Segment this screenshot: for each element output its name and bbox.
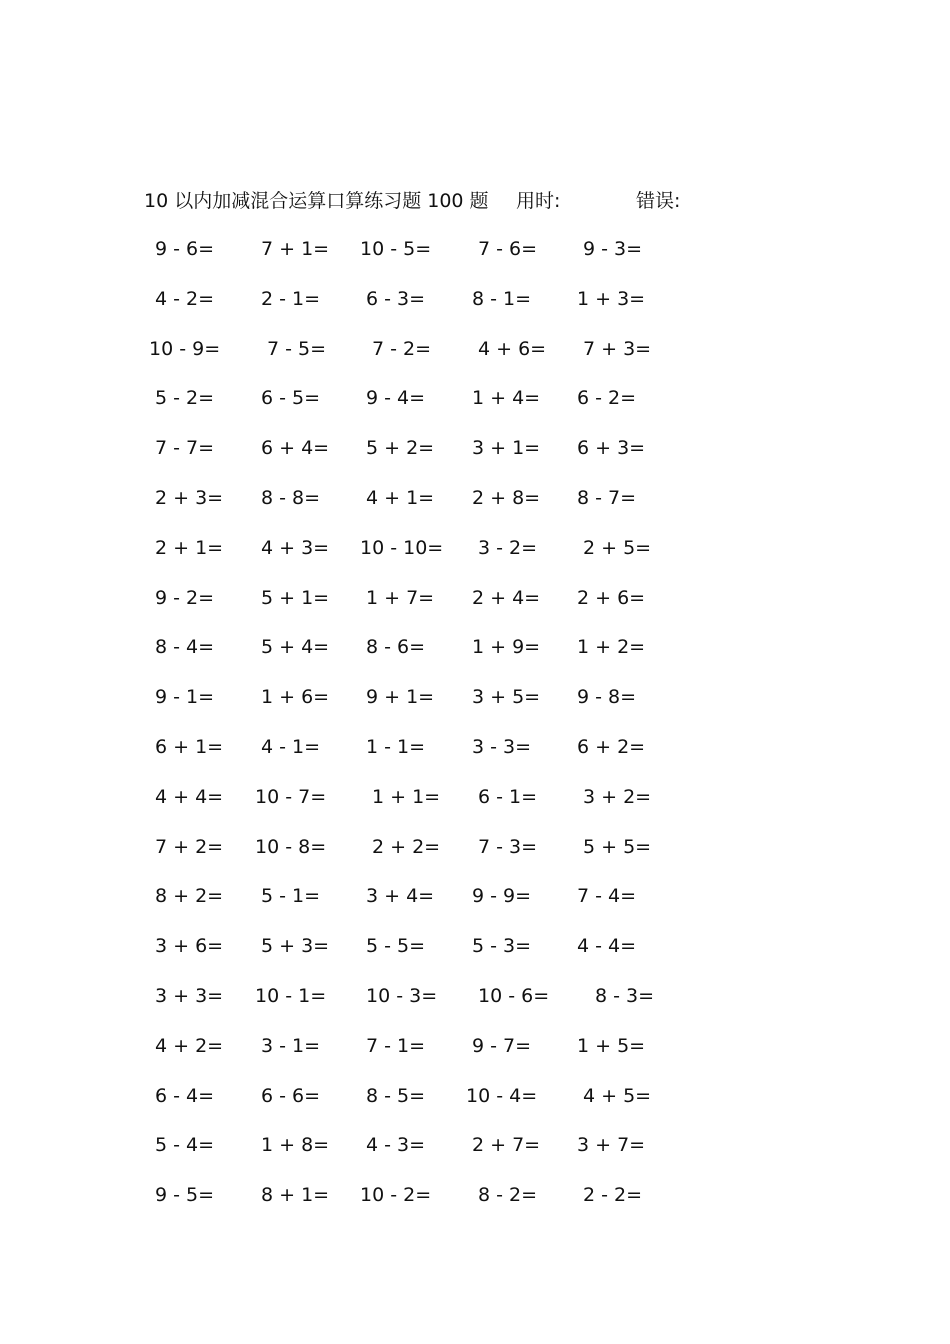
problem-item: 4 + 3= bbox=[261, 536, 330, 559]
problem-item: 8 + 2= bbox=[155, 885, 224, 908]
problem-item: 10 - 1= bbox=[255, 984, 327, 1007]
problem-item: 2 - 2= bbox=[583, 1184, 643, 1207]
problem-item: 4 - 3= bbox=[366, 1134, 426, 1157]
problem-item: 3 + 4= bbox=[366, 885, 435, 908]
problem-item: 10 - 9= bbox=[149, 337, 221, 360]
problem-item: 1 - 1= bbox=[366, 735, 426, 758]
problem-item: 1 + 3= bbox=[577, 287, 646, 310]
problem-item: 4 + 6= bbox=[478, 337, 547, 360]
problem-row bbox=[0, 1178, 950, 1228]
problem-item: 8 - 2= bbox=[478, 1184, 538, 1207]
problem-item: 1 + 6= bbox=[261, 686, 330, 709]
problem-item: 7 - 4= bbox=[577, 885, 637, 908]
problem-item: 2 + 4= bbox=[472, 586, 541, 609]
problem-item: 1 + 5= bbox=[577, 1034, 646, 1057]
worksheet-title: 10 以内加减混合运算口算练习题 100 题 bbox=[144, 190, 489, 212]
problem-item: 9 - 4= bbox=[366, 387, 426, 410]
problem-row bbox=[0, 531, 950, 581]
problem-item: 9 - 7= bbox=[472, 1034, 532, 1057]
problem-item: 10 - 5= bbox=[360, 238, 432, 260]
problem-item: 4 - 2= bbox=[155, 287, 215, 310]
problem-item: 8 - 1= bbox=[472, 287, 532, 310]
problem-item: 7 - 3= bbox=[478, 835, 538, 858]
problem-item: 4 - 1= bbox=[261, 735, 321, 758]
problem-item: 9 - 8= bbox=[577, 686, 637, 709]
problem-item: 3 + 5= bbox=[472, 686, 541, 709]
problem-item: 9 + 1= bbox=[366, 686, 435, 709]
problem-item: 1 + 9= bbox=[472, 636, 541, 659]
problem-row bbox=[0, 581, 950, 631]
problem-item: 10 - 4= bbox=[466, 1084, 538, 1107]
problem-item: 8 - 5= bbox=[366, 1084, 426, 1107]
problem-grid bbox=[0, 232, 950, 1228]
problem-item: 5 + 1= bbox=[261, 586, 330, 609]
problem-item: 3 + 6= bbox=[155, 935, 224, 958]
problem-item: 8 - 6= bbox=[366, 636, 426, 659]
problem-item: 6 - 4= bbox=[155, 1084, 215, 1107]
problem-item: 3 + 1= bbox=[472, 437, 541, 460]
problem-item: 6 - 5= bbox=[261, 387, 321, 410]
problem-item: 7 + 2= bbox=[155, 835, 224, 858]
problem-item: 9 - 3= bbox=[583, 238, 643, 260]
problem-row bbox=[0, 879, 950, 929]
problem-item: 9 - 2= bbox=[155, 586, 215, 609]
problem-item: 5 + 3= bbox=[261, 935, 330, 958]
problem-item: 10 - 7= bbox=[255, 785, 327, 808]
problem-row bbox=[0, 232, 950, 282]
problem-item: 3 + 7= bbox=[577, 1134, 646, 1157]
problem-item: 1 + 1= bbox=[372, 785, 441, 808]
problem-item: 3 - 2= bbox=[478, 536, 538, 559]
problem-item: 4 - 4= bbox=[577, 935, 637, 958]
problem-row bbox=[0, 431, 950, 481]
problem-item: 9 - 5= bbox=[155, 1184, 215, 1207]
problem-item: 1 + 8= bbox=[261, 1134, 330, 1157]
problem-item: 1 + 7= bbox=[366, 586, 435, 609]
problem-item: 1 + 4= bbox=[472, 387, 541, 410]
problem-row bbox=[0, 381, 950, 431]
problem-item: 4 + 5= bbox=[583, 1084, 652, 1107]
problem-item: 5 - 4= bbox=[155, 1134, 215, 1157]
problem-item: 7 - 5= bbox=[267, 337, 327, 360]
problem-item: 5 - 1= bbox=[261, 885, 321, 908]
problem-item: 6 + 1= bbox=[155, 735, 224, 758]
problem-item: 10 - 8= bbox=[255, 835, 327, 858]
problem-item: 10 - 3= bbox=[366, 984, 438, 1007]
problem-item: 6 - 3= bbox=[366, 287, 426, 310]
problem-item: 7 + 1= bbox=[261, 238, 330, 260]
problem-item: 2 + 3= bbox=[155, 486, 224, 509]
problem-item: 6 - 6= bbox=[261, 1084, 321, 1107]
problem-item: 8 + 1= bbox=[261, 1184, 330, 1207]
problem-item: 8 - 8= bbox=[261, 486, 321, 509]
problem-item: 8 - 4= bbox=[155, 636, 215, 659]
problem-row bbox=[0, 730, 950, 780]
problem-item: 1 + 2= bbox=[577, 636, 646, 659]
problem-item: 9 - 9= bbox=[472, 885, 532, 908]
problem-item: 5 + 4= bbox=[261, 636, 330, 659]
problem-item: 5 - 2= bbox=[155, 387, 215, 410]
problem-row bbox=[0, 332, 950, 382]
problem-item: 6 + 3= bbox=[577, 437, 646, 460]
problem-row bbox=[0, 1029, 950, 1079]
problem-item: 5 + 2= bbox=[366, 437, 435, 460]
problem-row bbox=[0, 282, 950, 332]
errors-label: 错误: bbox=[636, 190, 681, 212]
problem-row bbox=[0, 830, 950, 880]
problem-item: 7 - 6= bbox=[478, 238, 538, 260]
problem-row bbox=[0, 1128, 950, 1178]
problem-item: 2 - 1= bbox=[261, 287, 321, 310]
problem-item: 2 + 7= bbox=[472, 1134, 541, 1157]
problem-row bbox=[0, 481, 950, 531]
problem-item: 3 + 2= bbox=[583, 785, 652, 808]
problem-row bbox=[0, 780, 950, 830]
problem-row bbox=[0, 979, 950, 1029]
problem-item: 9 - 6= bbox=[155, 238, 215, 260]
problem-item: 6 + 2= bbox=[577, 735, 646, 758]
problem-item: 4 + 4= bbox=[155, 785, 224, 808]
problem-item: 2 + 2= bbox=[372, 835, 441, 858]
problem-row bbox=[0, 630, 950, 680]
problem-item: 7 - 2= bbox=[372, 337, 432, 360]
problem-item: 6 - 2= bbox=[577, 387, 637, 410]
time-used-label: 用时: bbox=[516, 190, 561, 212]
problem-item: 9 - 1= bbox=[155, 686, 215, 709]
problem-row bbox=[0, 680, 950, 730]
problem-item: 7 - 1= bbox=[366, 1034, 426, 1057]
problem-item: 2 + 5= bbox=[583, 536, 652, 559]
problem-item: 2 + 6= bbox=[577, 586, 646, 609]
problem-item: 2 + 8= bbox=[472, 486, 541, 509]
problem-item: 7 + 3= bbox=[583, 337, 652, 360]
problem-item: 5 - 5= bbox=[366, 935, 426, 958]
problem-item: 3 - 1= bbox=[261, 1034, 321, 1057]
problem-item: 10 - 2= bbox=[360, 1184, 432, 1207]
problem-item: 8 - 3= bbox=[595, 984, 655, 1007]
problem-item: 10 - 6= bbox=[478, 984, 550, 1007]
problem-item: 3 - 3= bbox=[472, 735, 532, 758]
problem-item: 4 + 2= bbox=[155, 1034, 224, 1057]
worksheet-header bbox=[0, 186, 950, 216]
problem-item: 6 - 1= bbox=[478, 785, 538, 808]
problem-item: 10 - 10= bbox=[360, 536, 444, 559]
problem-item: 6 + 4= bbox=[261, 437, 330, 460]
problem-row bbox=[0, 1079, 950, 1129]
problem-item: 5 - 3= bbox=[472, 935, 532, 958]
problem-item: 8 - 7= bbox=[577, 486, 637, 509]
problem-item: 3 + 3= bbox=[155, 984, 224, 1007]
problem-item: 4 + 1= bbox=[366, 486, 435, 509]
problem-row bbox=[0, 929, 950, 979]
problem-item: 7 - 7= bbox=[155, 437, 215, 460]
problem-item: 2 + 1= bbox=[155, 536, 224, 559]
problem-item: 5 + 5= bbox=[583, 835, 652, 858]
